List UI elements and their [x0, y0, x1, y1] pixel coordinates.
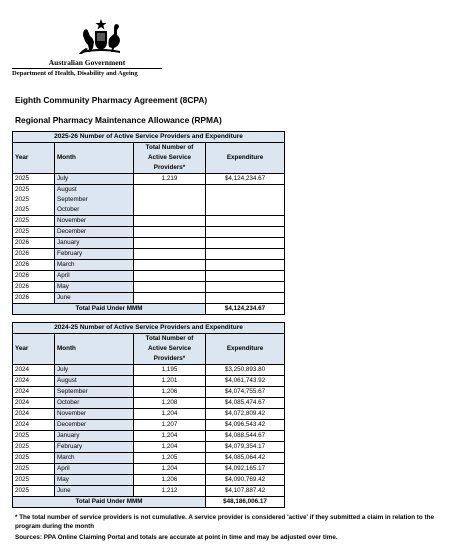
col-header-month: Month	[55, 143, 134, 174]
month-cell: October	[55, 398, 134, 409]
month-cell: May	[55, 282, 134, 293]
providers-cell	[134, 216, 206, 227]
table-row	[13, 293, 285, 304]
providers-cell: 1,208	[134, 398, 206, 409]
table-row	[13, 271, 285, 282]
providers-cell	[134, 238, 206, 249]
table-row	[13, 486, 285, 497]
year-cell: 2026	[13, 271, 55, 282]
table-row	[13, 365, 285, 376]
table-row	[13, 195, 285, 205]
table-row	[13, 398, 285, 409]
expenditure-cell	[206, 216, 285, 227]
table-2024-25	[12, 322, 285, 508]
table-title-row	[13, 132, 285, 143]
providers-cell: 1,195	[134, 365, 206, 376]
col-header-year: Year	[13, 143, 55, 174]
year-cell: 2024	[13, 420, 55, 431]
table-row	[13, 227, 285, 238]
table-row	[13, 260, 285, 271]
table-row	[13, 174, 285, 185]
providers-cell	[134, 195, 206, 205]
agreement-heading: Eighth Community Pharmacy Agreement (8CPA)	[15, 95, 208, 105]
expenditure-cell: $4,124,234.67	[206, 174, 285, 185]
month-cell: March	[55, 260, 134, 271]
providers-cell: 1,207	[134, 420, 206, 431]
providers-cell: 1,204	[134, 431, 206, 442]
providers-cell: 1,206	[134, 387, 206, 398]
expenditure-cell	[206, 238, 285, 249]
expenditure-cell: $4,079,354.17	[206, 442, 285, 453]
month-cell: August	[55, 376, 134, 387]
month-cell: February	[55, 442, 134, 453]
month-cell: June	[55, 486, 134, 497]
year-cell: 2026	[13, 282, 55, 293]
month-cell: November	[55, 409, 134, 420]
department-name: Department of Health, Disability and Ageing	[12, 70, 138, 77]
year-cell: 2025	[13, 205, 55, 216]
col-header-expenditure: Expenditure	[206, 143, 285, 174]
table-row	[13, 282, 285, 293]
coat-of-arms-icon	[76, 18, 126, 56]
month-cell: December	[55, 227, 134, 238]
providers-cell	[134, 249, 206, 260]
year-cell: 2025	[13, 195, 55, 205]
expenditure-cell	[206, 205, 285, 216]
expenditure-cell	[206, 282, 285, 293]
month-cell: February	[55, 249, 134, 260]
table-row	[13, 205, 285, 216]
expenditure-cell	[206, 293, 285, 304]
table-2025-26	[12, 131, 285, 315]
table-row	[13, 442, 285, 453]
year-cell: 2025	[13, 475, 55, 486]
year-cell: 2025	[13, 227, 55, 238]
year-cell: 2024	[13, 365, 55, 376]
month-cell: March	[55, 453, 134, 464]
expenditure-cell: $3,250,893.80	[206, 365, 285, 376]
year-cell: 2026	[13, 238, 55, 249]
month-cell: January	[55, 431, 134, 442]
year-cell: 2025	[13, 216, 55, 227]
logo-divider	[12, 68, 162, 69]
table-title: 2025-26 Number of Active Service Providers and Expenditure	[13, 132, 285, 143]
col-header-expenditure: Expenditure	[206, 334, 285, 365]
col-header-year: Year	[13, 334, 55, 365]
expenditure-cell	[206, 260, 285, 271]
providers-cell	[134, 205, 206, 216]
table-row	[13, 475, 285, 486]
expenditure-cell: $4,085,474.67	[206, 398, 285, 409]
table-row	[13, 409, 285, 420]
expenditure-cell	[206, 185, 285, 196]
providers-cell: 1,204	[134, 464, 206, 475]
table-body	[13, 365, 285, 497]
table-row	[13, 431, 285, 442]
expenditure-cell: $4,085,064.42	[206, 453, 285, 464]
providers-cell: 1,204	[134, 409, 206, 420]
year-cell: 2025	[13, 431, 55, 442]
year-cell: 2024	[13, 398, 55, 409]
footnote: * The total number of service providers is not cumulative. A service provider is considered 'active' if they submitted a claim in relation to the program during the month	[15, 514, 434, 530]
year-cell: 2025	[13, 185, 55, 196]
expenditure-cell: $4,061,743.92	[206, 376, 285, 387]
expenditure-cell: $4,088,544.67	[206, 431, 285, 442]
table-title-row	[13, 323, 285, 334]
providers-cell	[134, 282, 206, 293]
total-row	[13, 304, 285, 315]
year-cell: 2025	[13, 453, 55, 464]
col-header-month: Month	[55, 334, 134, 365]
expenditure-cell	[206, 271, 285, 282]
providers-cell	[134, 185, 206, 196]
year-cell: 2024	[13, 409, 55, 420]
table-row	[13, 420, 285, 431]
month-cell: January	[55, 238, 134, 249]
providers-cell: 1,204	[134, 442, 206, 453]
month-cell: October	[55, 205, 134, 216]
table-body	[13, 174, 285, 304]
year-cell: 2026	[13, 249, 55, 260]
expenditure-cell: $4,096,543.42	[206, 420, 285, 431]
month-cell: June	[55, 293, 134, 304]
total-value: $4,124,234.67	[206, 304, 285, 315]
year-cell: 2024	[13, 376, 55, 387]
total-row	[13, 497, 285, 508]
month-cell: September	[55, 387, 134, 398]
table-header-row	[13, 334, 285, 365]
expenditure-cell: $4,107,887.42	[206, 486, 285, 497]
table-row	[13, 387, 285, 398]
month-cell: July	[55, 365, 134, 376]
table-header-row	[13, 143, 285, 174]
government-name: Australian Government	[48, 58, 126, 67]
table-title: 2024-25 Number of Active Service Providers and Expenditure	[13, 323, 285, 334]
month-cell: April	[55, 464, 134, 475]
providers-cell: 1,212	[134, 486, 206, 497]
expenditure-cell	[206, 249, 285, 260]
expenditure-cell: $4,072,809.42	[206, 409, 285, 420]
total-label: Total Paid Under MMM	[13, 304, 206, 315]
month-cell: December	[55, 420, 134, 431]
table-row	[13, 376, 285, 387]
year-cell: 2026	[13, 260, 55, 271]
providers-cell: 1,205	[134, 453, 206, 464]
table-row	[13, 249, 285, 260]
expenditure-cell	[206, 227, 285, 238]
providers-cell	[134, 293, 206, 304]
government-logo	[12, 18, 162, 80]
table-row	[13, 464, 285, 475]
program-heading: Regional Pharmacy Maintenance Allowance (RPMA)	[15, 115, 222, 125]
year-cell: 2025	[13, 442, 55, 453]
year-cell: 2025	[13, 486, 55, 497]
year-cell: 2025	[13, 174, 55, 185]
table-row	[13, 453, 285, 464]
total-label: Total Paid Under MMM	[13, 497, 206, 508]
providers-cell	[134, 227, 206, 238]
col-header-providers: Total Number of Active Service Providers*	[134, 143, 206, 174]
expenditure-cell	[206, 195, 285, 205]
col-header-providers: Total Number of Active Service Providers*	[134, 334, 206, 365]
month-cell: May	[55, 475, 134, 486]
total-value: $48,186,006.17	[206, 497, 285, 508]
month-cell: November	[55, 216, 134, 227]
year-cell: 2025	[13, 464, 55, 475]
providers-cell: 1,206	[134, 475, 206, 486]
month-cell: September	[55, 195, 134, 205]
providers-cell: 1,201	[134, 376, 206, 387]
month-cell: August	[55, 185, 134, 196]
table-row	[13, 238, 285, 249]
table-row	[13, 216, 285, 227]
expenditure-cell: $4,074,755.67	[206, 387, 285, 398]
sources-note: Sources: PPA Online Claiming Portal and totals are accurate at point in time and may be adjusted over time.	[15, 534, 338, 541]
month-cell: July	[55, 174, 134, 185]
providers-cell	[134, 260, 206, 271]
expenditure-cell: $4,090,769.42	[206, 475, 285, 486]
year-cell: 2026	[13, 293, 55, 304]
expenditure-cell: $4,092,165.17	[206, 464, 285, 475]
table-row	[13, 185, 285, 196]
year-cell: 2024	[13, 387, 55, 398]
providers-cell: 1,219	[134, 174, 206, 185]
providers-cell	[134, 271, 206, 282]
month-cell: April	[55, 271, 134, 282]
